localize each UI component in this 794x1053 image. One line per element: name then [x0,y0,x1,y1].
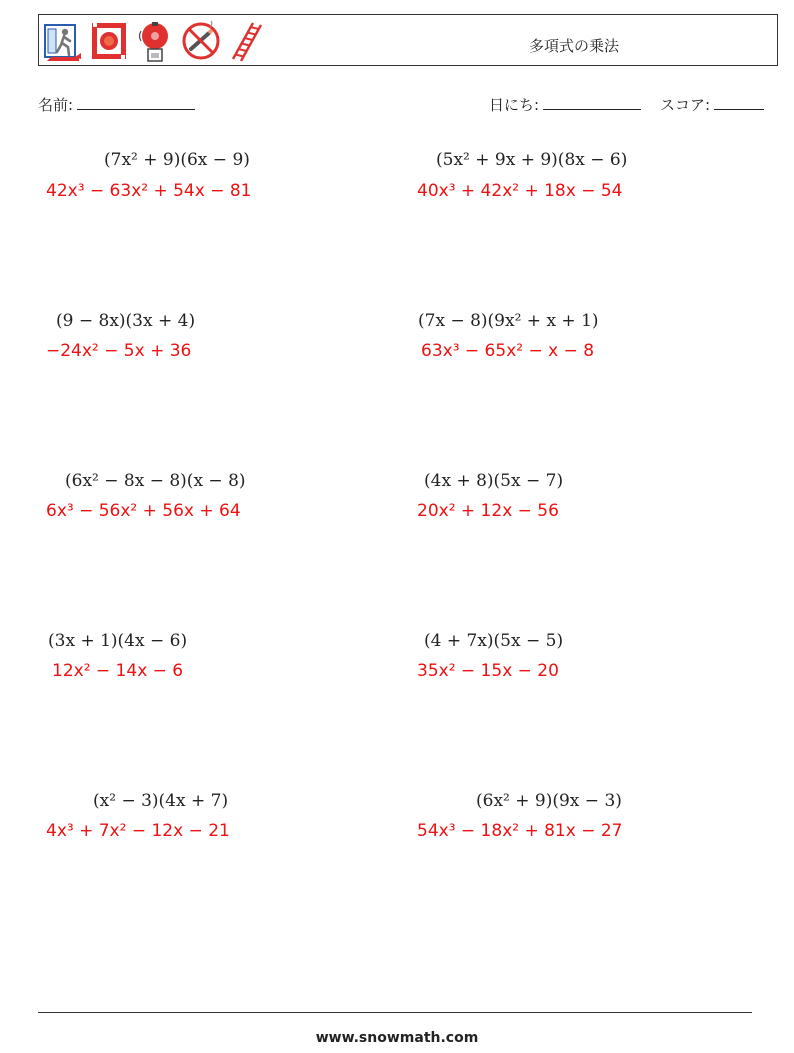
problem-expression: (3x + 1)(4x − 6) [48,631,188,651]
fire-alarm-button-icon [89,19,129,63]
fire-ladder-icon [227,19,267,63]
emergency-exit-icon [43,19,83,63]
problem-answer: 54x³ − 18x² + 81x − 27 [417,821,623,841]
date-field [489,94,641,115]
problem-expression: (5x² + 9x + 9)(8x − 6) [436,150,628,170]
problem-answer: 12x² − 14x − 6 [52,661,184,681]
problem-expression: (4 + 7x)(5x − 5) [424,631,564,651]
name-label: 名前: [38,96,74,114]
fire-alarm-bell-icon [135,19,175,63]
date-blank[interactable] [543,95,641,110]
score-field [660,94,764,115]
problem-answer: 20x² + 12x − 56 [417,501,559,521]
problem-expression: (6x² + 9)(9x − 3) [476,791,622,811]
problem-expression: (7x − 8)(9x² + x + 1) [418,311,599,331]
problem-expression: (6x² − 8x − 8)(x − 8) [65,471,246,491]
problem-expression: (x² − 3)(4x + 7) [93,791,229,811]
problem-answer: 42x³ − 63x² + 54x − 81 [46,181,252,201]
problem-expression: (4x + 8)(5x − 7) [424,471,564,491]
worksheet-title: 多項式の乗法 [529,37,620,55]
problem-expression: (9 − 8x)(3x + 4) [56,311,196,331]
name-blank[interactable] [77,95,195,110]
date-label: 日にち: [489,96,540,114]
problem-answer: 4x³ + 7x² − 12x − 21 [46,821,230,841]
problem-answer: 6x³ − 56x² + 56x + 64 [46,501,241,521]
problem-answer: 35x² − 15x − 20 [417,661,559,681]
score-label: スコア: [660,96,711,114]
problem-answer: 63x³ − 65x² − x − 8 [421,341,595,361]
footer-divider [38,1012,752,1013]
score-blank[interactable] [714,95,764,110]
header-box [38,14,778,66]
name-field [38,94,195,115]
problem-answer: 40x³ + 42x² + 18x − 54 [417,181,623,201]
problem-answer: −24x² − 5x + 36 [46,341,192,361]
no-smoking-icon [181,19,221,63]
footer-url: www.snowmath.com [315,1030,479,1046]
problem-expression: (7x² + 9)(6x − 9) [104,150,250,170]
